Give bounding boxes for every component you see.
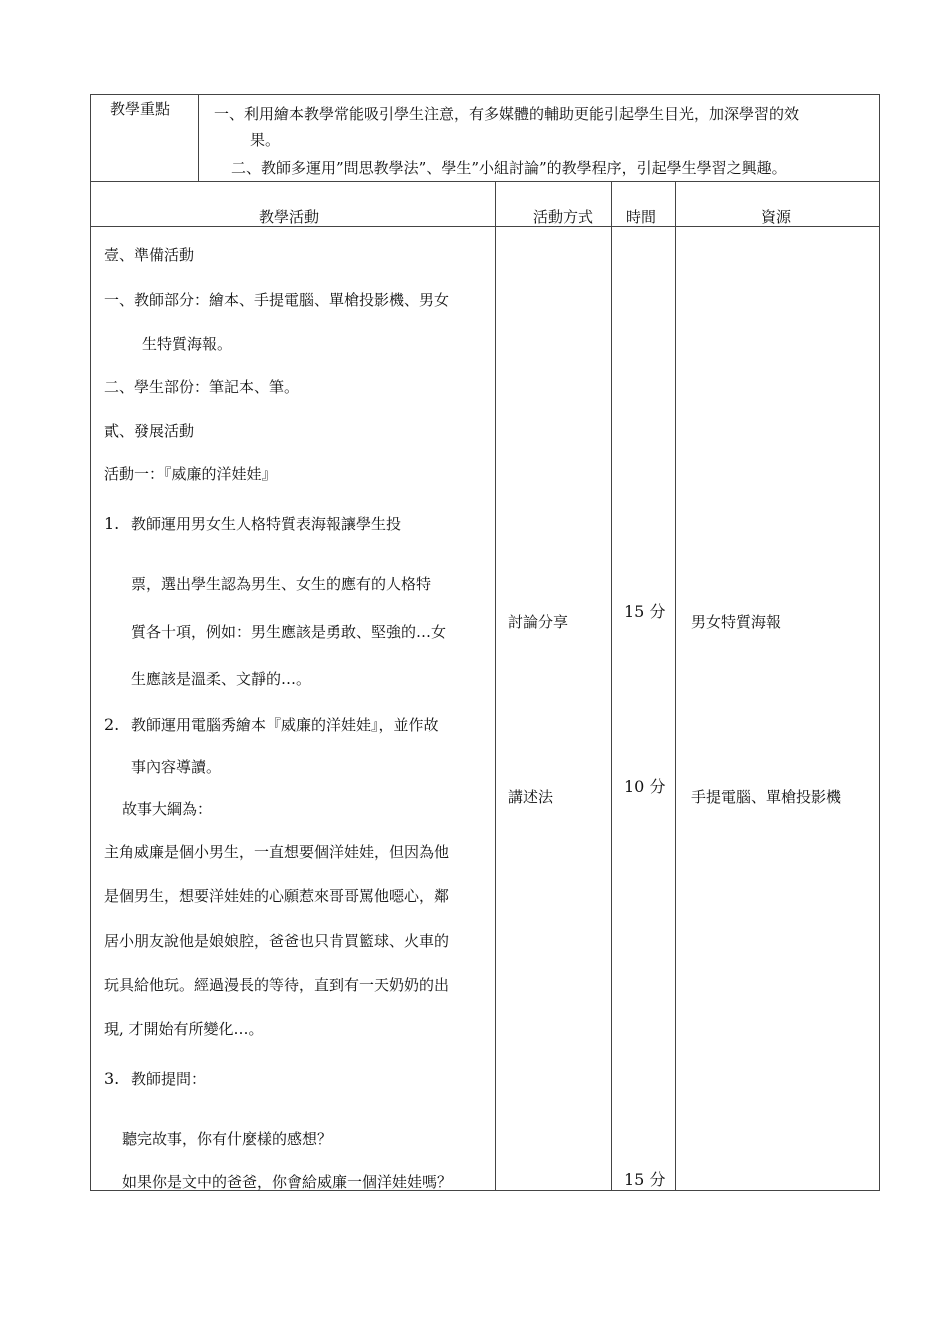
- story-line-1: 主角威廉是個小男生，一直想要個洋娃娃，但因為他: [104, 843, 450, 861]
- question-1: 聽完故事，你有什麼樣的感想？: [122, 1130, 333, 1148]
- row-1-time: 15 分: [624, 602, 666, 621]
- dev-title: 貳、發展活動: [104, 422, 195, 440]
- row-3-time: 15 分: [624, 1170, 666, 1189]
- row-2-resource: 手提電腦、單槍投影機: [691, 788, 842, 806]
- step-2-number: 2.: [104, 715, 120, 734]
- row-2-method: 講述法: [508, 788, 554, 806]
- teacher-prep-line-2: 生特質海報。: [142, 335, 233, 353]
- step-1-line-3: 質各十項，例如：男生應該是勇敢、堅強的…女: [131, 623, 447, 641]
- table-border-left: [90, 94, 91, 1191]
- focus-label: 教學重點: [110, 100, 171, 118]
- story-line-4: 玩具給他玩。經過漫長的等待，直到有一天奶奶的出: [104, 976, 450, 994]
- focus-item-2: 二、教師多運用”問思教學法”、學生”小組討論”的教學程序，引起學生學習之興趣。: [231, 159, 787, 177]
- col-divider-2: [611, 181, 612, 1191]
- col-divider-1: [495, 181, 496, 1191]
- prep-title: 壹、準備活動: [104, 246, 195, 264]
- header-method: 活動方式: [533, 208, 594, 226]
- table-border-top: [90, 94, 880, 95]
- step-1-line-1: 教師運用男女生人格特質表海報讓學生投: [131, 515, 402, 533]
- story-line-3: 居小朋友說他是娘娘腔，爸爸也只肯買籃球、火車的: [104, 932, 450, 950]
- story-line-5: 現, 才開始有所變化…。: [104, 1020, 264, 1038]
- header-activity: 教學活動: [259, 208, 320, 226]
- step-2-line-1: 教師運用電腦秀繪本『威廉的洋娃娃』，並作故: [131, 716, 439, 734]
- step-1-line-4: 生應該是溫柔、文靜的…。: [131, 670, 312, 688]
- row-2-time: 10 分: [624, 777, 666, 796]
- col-divider-3: [675, 181, 676, 1191]
- student-prep: 二、學生部份：筆記本、筆。: [104, 378, 300, 396]
- focus-item-1-line-1: 一、利用繪本教學常能吸引學生注意，有多媒體的輔助更能引起學生目光，加深學習的效: [214, 105, 800, 123]
- header-time: 時間: [626, 208, 657, 226]
- step-1-number: 1.: [104, 514, 120, 533]
- step-1-line-2: 票，選出學生認為男生、女生的應有的人格特: [131, 575, 432, 593]
- focus-item-1-line-2: 果。: [250, 131, 281, 149]
- activity-1-title: 活動一：『威廉的洋娃娃』: [104, 465, 277, 483]
- header-resource: 資源: [761, 208, 792, 226]
- table-border-right: [879, 94, 880, 1191]
- story-outline-title: 故事大綱為：: [122, 800, 213, 818]
- row-1-resource: 男女特質海報: [691, 613, 782, 631]
- question-2: 如果你是文中的爸爸，你會給威廉一個洋娃娃嗎？: [122, 1173, 453, 1191]
- focus-bottom-line: [90, 181, 880, 182]
- story-line-2: 是個男生，想要洋娃娃的心願惹來哥哥罵他噁心，鄰: [104, 887, 450, 905]
- step-2-line-2: 事內容導讀。: [131, 758, 222, 776]
- step-3-number: 3.: [104, 1069, 120, 1088]
- focus-divider: [198, 94, 199, 182]
- row-1-method: 討論分享: [508, 613, 569, 631]
- teacher-prep-line-1: 一、教師部分：繪本、手提電腦、單槍投影機、男女: [104, 291, 450, 309]
- step-3-line-1: 教師提問：: [131, 1070, 207, 1088]
